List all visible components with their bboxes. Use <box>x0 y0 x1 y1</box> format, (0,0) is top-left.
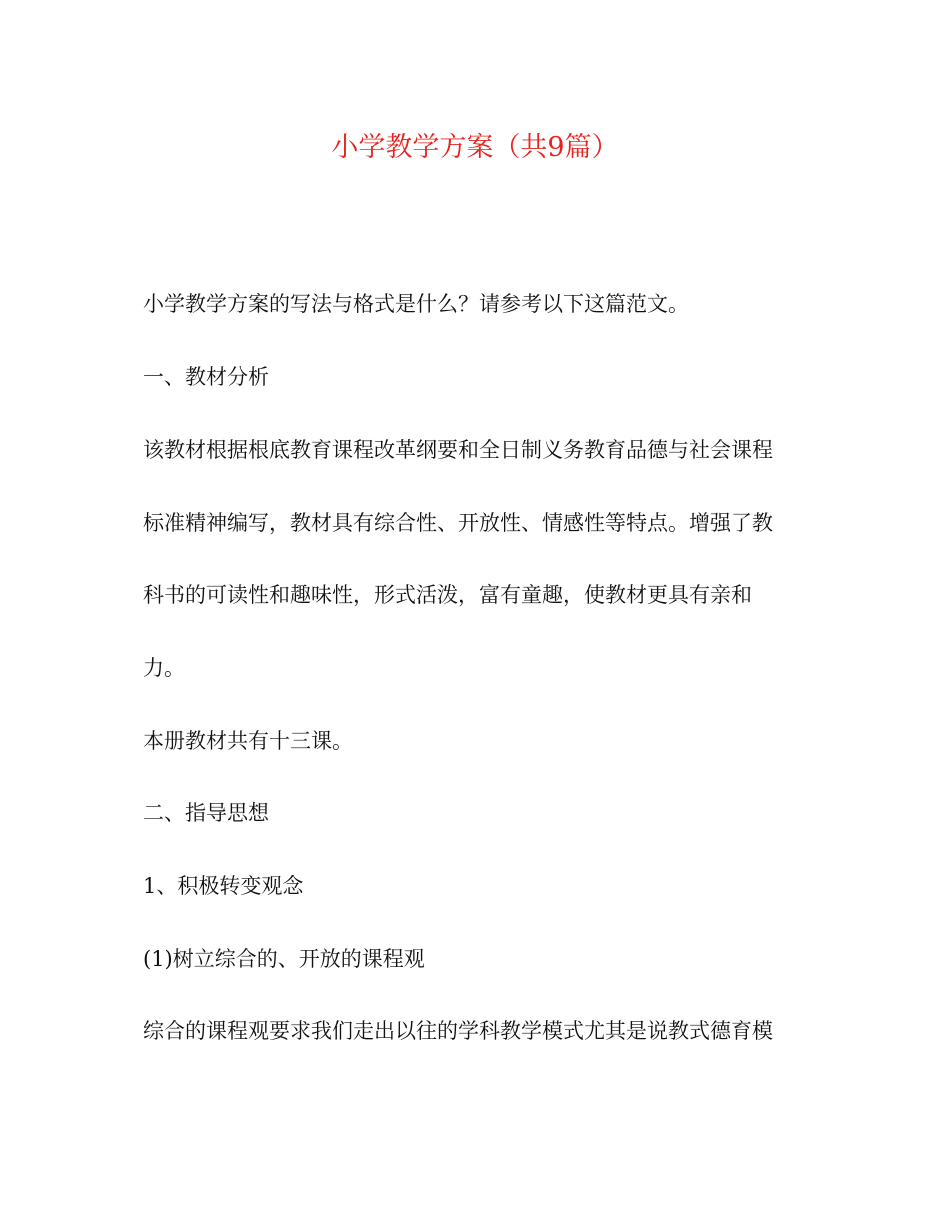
paragraph-line: 标准精神编写，教材具有综合性、开放性、情感性等特点。增强了教 <box>143 511 773 535</box>
section-heading-textbook-analysis: 一、教材分析 <box>143 365 269 389</box>
paragraph-line: 力。 <box>143 656 185 680</box>
page-title: 小学教学方案（共9篇） <box>331 132 619 163</box>
paragraph-line: 科书的可读性和趣味性，形式活泼，富有童趣，使教材更具有亲和 <box>143 583 752 607</box>
paragraph-lesson-count: 本册教材共有十三课。 <box>143 729 353 753</box>
paragraph-line: 综合的课程观要求我们走出以往的学科教学模式尤其是说教式德育模 <box>143 1019 773 1043</box>
section-heading-guiding-thought: 二、指导思想 <box>143 801 269 825</box>
intro-paragraph: 小学教学方案的写法与格式是什么？请参考以下这篇范文。 <box>143 292 689 316</box>
paragraph-line: 该教材根据根底教育课程改革纲要和全日制义务教育品德与社会课程 <box>143 438 773 462</box>
subheading-item-curriculum-view: (1)树立综合的、开放的课程观 <box>143 947 425 971</box>
subheading-change-concepts: 1、积极转变观念 <box>143 874 304 898</box>
